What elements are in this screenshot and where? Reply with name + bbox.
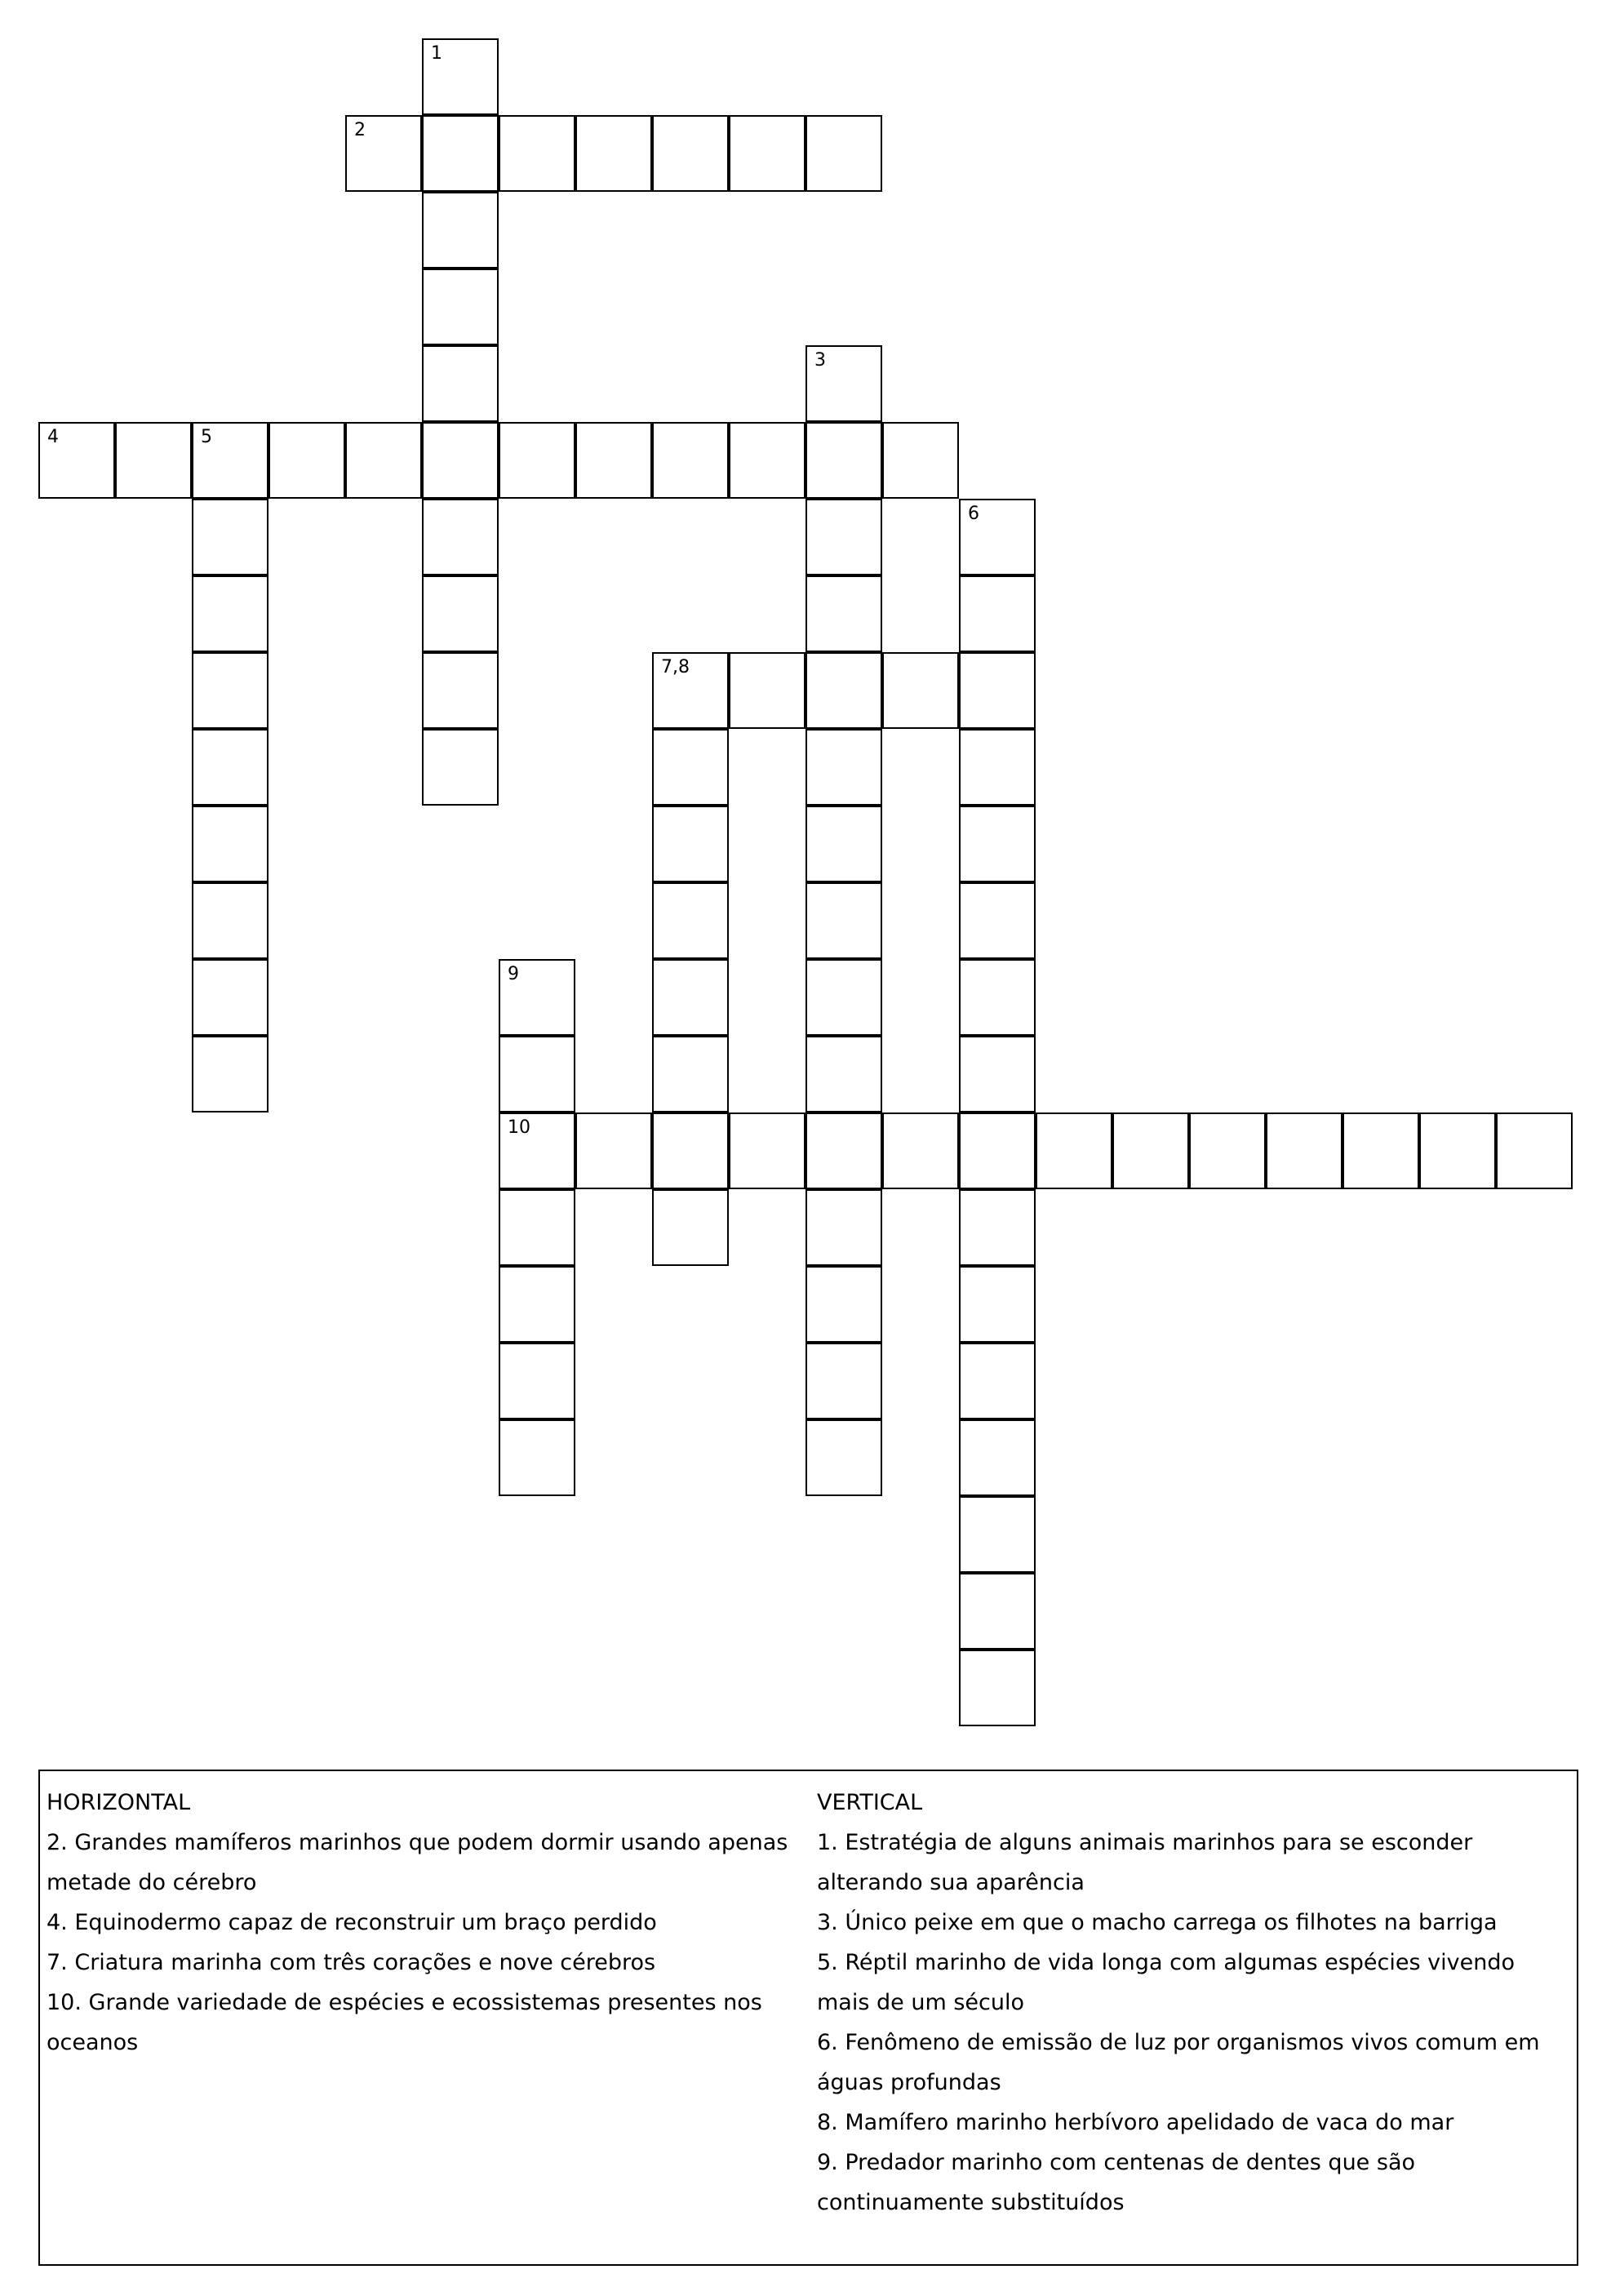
- cell-number: 1: [431, 43, 442, 64]
- grid-cell[interactable]: [1266, 1112, 1342, 1189]
- grid-cell[interactable]: [575, 115, 652, 192]
- grid-cell[interactable]: [652, 115, 729, 192]
- grid-cell[interactable]: [652, 1112, 729, 1189]
- horizontal-clues: [47, 1783, 814, 2063]
- grid-cell[interactable]: [192, 959, 268, 1036]
- cell-number: 5: [201, 427, 212, 447]
- grid-cell[interactable]: [959, 1496, 1036, 1573]
- grid-cell[interactable]: [422, 422, 499, 499]
- grid-cell[interactable]: [806, 499, 882, 575]
- grid-cell[interactable]: [575, 1112, 652, 1189]
- grid-cell[interactable]: [192, 499, 268, 575]
- grid-cell[interactable]: [652, 1189, 729, 1266]
- clue-horizontal-7: 7. Criatura marinha com três corações e nove cérebros: [47, 1950, 656, 1975]
- grid-cell[interactable]: [959, 1112, 1036, 1189]
- grid-cell[interactable]: [192, 882, 268, 959]
- grid-cell[interactable]: [652, 1036, 729, 1112]
- grid-cell[interactable]: [959, 959, 1036, 1036]
- grid-cell[interactable]: [882, 652, 959, 729]
- cell-number: 10: [508, 1117, 530, 1138]
- grid-cell[interactable]: [345, 422, 422, 499]
- grid-cell[interactable]: [422, 345, 499, 422]
- grid-cell[interactable]: [499, 1112, 575, 1189]
- grid-cell[interactable]: [499, 959, 575, 1036]
- grid-cell[interactable]: [806, 729, 882, 806]
- grid-cell[interactable]: [652, 806, 729, 882]
- grid-cell[interactable]: [806, 1036, 882, 1112]
- clues-box: [38, 1770, 1578, 2266]
- vertical-heading: VERTICAL: [817, 1790, 923, 1815]
- grid-cell[interactable]: [959, 1266, 1036, 1343]
- cell-number: 9: [508, 964, 519, 984]
- grid-cell[interactable]: [959, 1189, 1036, 1266]
- grid-cell[interactable]: [806, 115, 882, 192]
- grid-cell[interactable]: [959, 1650, 1036, 1726]
- grid-cell[interactable]: [959, 1343, 1036, 1419]
- grid-cell[interactable]: [652, 959, 729, 1036]
- grid-cell[interactable]: [345, 115, 422, 192]
- grid-cell[interactable]: [192, 575, 268, 652]
- vertical-clues: [817, 1783, 1568, 2223]
- grid-cell[interactable]: [422, 575, 499, 652]
- grid-cell[interactable]: [959, 652, 1036, 729]
- grid-cell[interactable]: [806, 422, 882, 499]
- grid-cell[interactable]: [959, 1036, 1036, 1112]
- grid-cell[interactable]: [959, 1573, 1036, 1650]
- grid-cell[interactable]: [1036, 1112, 1112, 1189]
- clue-vertical-5: 5. Réptil marinho de vida longa com algumas espécies vivendo mais de um século: [817, 1950, 1515, 2015]
- cell-number: 3: [814, 350, 826, 371]
- grid-cell[interactable]: [499, 1343, 575, 1419]
- grid-cell[interactable]: [422, 269, 499, 345]
- cell-number: 2: [354, 120, 366, 140]
- grid-cell[interactable]: [959, 882, 1036, 959]
- grid-cell[interactable]: [192, 729, 268, 806]
- grid-cell[interactable]: [806, 806, 882, 882]
- grid-cell[interactable]: [806, 1112, 882, 1189]
- grid-cell[interactable]: [38, 422, 115, 499]
- cell-number: 4: [47, 427, 59, 447]
- grid-cell[interactable]: [192, 1036, 268, 1112]
- grid-cell[interactable]: [1189, 1112, 1266, 1189]
- grid-cell[interactable]: [499, 422, 575, 499]
- grid-cell[interactable]: [422, 499, 499, 575]
- grid-cell[interactable]: [422, 38, 499, 115]
- grid-cell[interactable]: [499, 1266, 575, 1343]
- grid-cell[interactable]: [575, 422, 652, 499]
- grid-cell[interactable]: [729, 1112, 806, 1189]
- grid-cell[interactable]: [652, 422, 729, 499]
- cell-number: 7,8: [661, 657, 690, 677]
- grid-cell[interactable]: [806, 959, 882, 1036]
- grid-cell[interactable]: [959, 575, 1036, 652]
- grid-cell[interactable]: [729, 115, 806, 192]
- grid-cell[interactable]: [806, 1343, 882, 1419]
- clue-vertical-3: 3. Único peixe em que o macho carrega os filhotes na barriga: [817, 1910, 1498, 1935]
- grid-cell[interactable]: [729, 422, 806, 499]
- grid-cell[interactable]: [806, 1189, 882, 1266]
- grid-cell[interactable]: [959, 499, 1036, 575]
- grid-cell[interactable]: [882, 1112, 959, 1189]
- grid-cell[interactable]: [499, 1036, 575, 1112]
- grid-cell[interactable]: [652, 652, 729, 729]
- grid-cell[interactable]: [959, 806, 1036, 882]
- grid-cell[interactable]: [1496, 1112, 1573, 1189]
- grid-cell[interactable]: [806, 882, 882, 959]
- grid-cell[interactable]: [806, 1266, 882, 1343]
- clue-vertical-8: 8. Mamífero marinho herbívoro apelidado de vaca do mar: [817, 2110, 1454, 2135]
- grid-cell[interactable]: [268, 422, 345, 499]
- clue-vertical-6: 6. Fenômeno de emissão de luz por organismos vivos comum em águas profundas: [817, 2030, 1540, 2095]
- clue-horizontal-4: 4. Equinodermo capaz de reconstruir um braço perdido: [47, 1910, 657, 1935]
- clue-horizontal-10: 10. Grande variedade de espécies e ecossistemas presentes nos oceanos: [47, 1990, 762, 2055]
- horizontal-heading: HORIZONTAL: [47, 1790, 191, 1815]
- grid-cell[interactable]: [192, 652, 268, 729]
- grid-cell[interactable]: [959, 729, 1036, 806]
- grid-cell[interactable]: [959, 1419, 1036, 1496]
- grid-cell[interactable]: [806, 652, 882, 729]
- grid-cell[interactable]: [729, 652, 806, 729]
- grid-cell[interactable]: [652, 729, 729, 806]
- clue-horizontal-2: 2. Grandes mamíferos marinhos que podem dormir usando apenas metade do cérebro: [47, 1830, 788, 1895]
- grid-cell[interactable]: [192, 806, 268, 882]
- grid-cell[interactable]: [422, 192, 499, 269]
- grid-cell[interactable]: [499, 115, 575, 192]
- grid-cell[interactable]: [499, 1419, 575, 1496]
- grid-cell[interactable]: [192, 422, 268, 499]
- clue-vertical-9: 9. Predador marinho com centenas de dentes que são continuamente substituídos: [817, 2150, 1416, 2215]
- grid-cell[interactable]: [1342, 1112, 1419, 1189]
- grid-cell[interactable]: [652, 882, 729, 959]
- grid-cell[interactable]: [806, 345, 882, 422]
- grid-cell[interactable]: [1112, 1112, 1189, 1189]
- grid-cell[interactable]: [499, 1189, 575, 1266]
- grid-cell[interactable]: [422, 115, 499, 192]
- clue-vertical-1: 1. Estratégia de alguns animais marinhos para se esconder alterando sua aparência: [817, 1830, 1473, 1895]
- grid-cell[interactable]: [806, 575, 882, 652]
- grid-cell[interactable]: [806, 1419, 882, 1496]
- grid-cell[interactable]: [422, 729, 499, 806]
- grid-cell[interactable]: [882, 422, 959, 499]
- grid-cell[interactable]: [422, 652, 499, 729]
- grid-cell[interactable]: [115, 422, 192, 499]
- grid-cell[interactable]: [1419, 1112, 1496, 1189]
- cell-number: 6: [968, 504, 979, 524]
